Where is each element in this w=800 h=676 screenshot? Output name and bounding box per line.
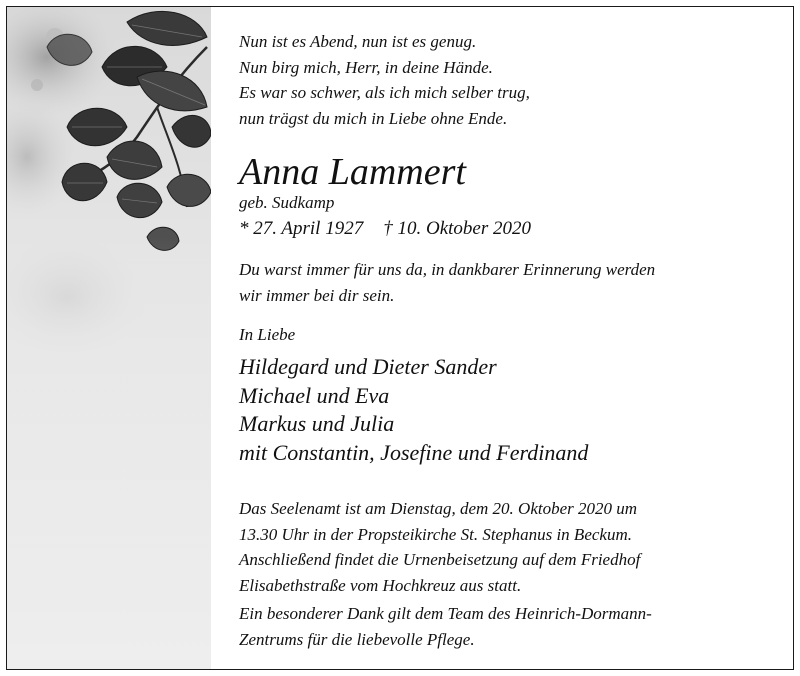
thanks-line: Ein besonderer Dank gilt dem Team des Heinrich-Dormann- (239, 604, 652, 623)
service-info (239, 496, 640, 598)
deceased-name: Anna Lammert (239, 151, 466, 193)
memorial-message (239, 257, 655, 309)
closing-phrase: In Liebe (239, 325, 296, 344)
life-dates (239, 217, 531, 241)
beech-leaves-icon (7, 7, 211, 669)
obituary-notice (6, 6, 794, 670)
family-member: Michael und Eva (239, 382, 390, 408)
thanks-note (239, 601, 652, 652)
birth-date: * 27. April 1927 (239, 218, 364, 239)
family-member: Hildegard und Dieter Sander (239, 354, 497, 379)
poem-line: Es war so schwer, als ich mich selber trug, (239, 83, 530, 102)
family-member: Markus und Julia (239, 411, 395, 436)
birth-name: geb. Sudkamp (239, 193, 335, 212)
poem (239, 29, 530, 131)
poem-line: Nun birg mich, Herr, in deine Hände. (239, 57, 493, 77)
family-list (239, 353, 588, 467)
family-member: mit Constantin, Josefine und Ferdinand (239, 439, 589, 465)
service-line: Das Seelenamt ist am Dienstag, dem 20. Oktober 2020 um (239, 499, 638, 518)
death-date: † 10. Oktober 2020 (383, 218, 531, 239)
message-line: Du warst immer für uns da, in dankbarer Erinnerung werden (239, 260, 656, 279)
service-line: 13.30 Uhr in der Propsteikirche St. Stephanus in Beckum. (239, 524, 632, 544)
thanks-line: Zentrums für die liebevolle Pflege. (239, 629, 475, 649)
message-line: wir immer bei dir sein. (239, 286, 395, 305)
poem-line: nun trägst du mich in Liebe ohne Ende. (239, 108, 508, 128)
service-line: Elisabethstraße vom Hochkreuz aus statt. (239, 575, 522, 595)
service-line: Anschließend findet die Urnenbeisetzung auf dem Friedhof (239, 550, 641, 569)
poem-line: Nun ist es Abend, nun ist es genug. (239, 32, 477, 51)
